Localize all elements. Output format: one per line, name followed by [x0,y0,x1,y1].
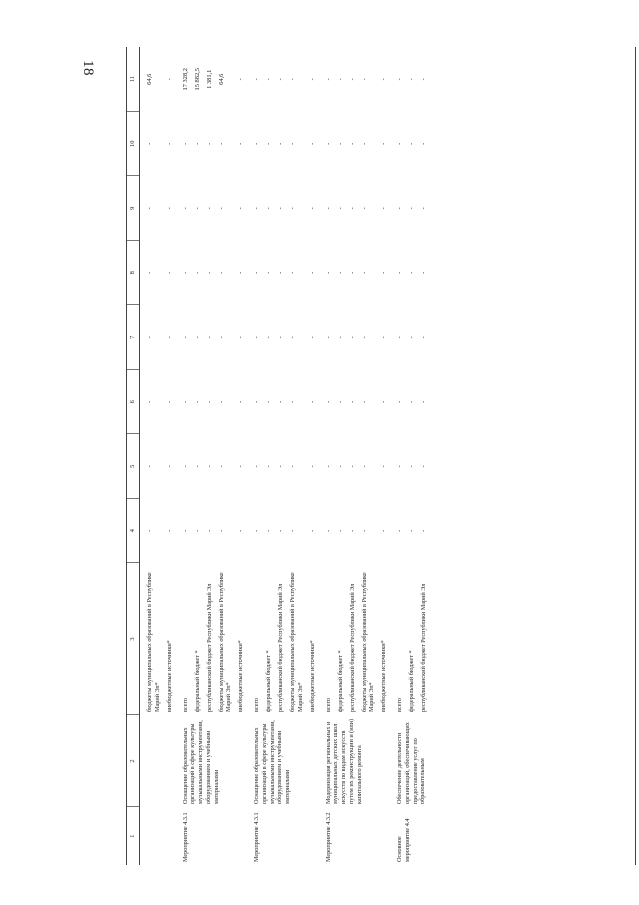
value-cell-col4: - [336,529,344,532]
value-cell-col8: - [308,271,316,274]
value-cell-col10: - [217,142,225,145]
funding-source: федеральный бюджет * [336,650,344,712]
value-cell-col11: - [253,78,261,81]
event-code [140,807,176,865]
value-cell-col9: - [420,207,428,210]
value-cell-col7: - [308,336,316,339]
funding-source: внебюджетные источники* [308,640,316,712]
event-name [140,715,176,807]
value-cell-col8: - [408,271,416,274]
table-row [176,47,192,865]
value-cell-col4: - [237,529,245,532]
value-cell-col9: - [289,207,297,210]
value-cell-col5: - [308,465,316,468]
value-cell-col6: - [181,400,189,403]
value-cell-col8: - [181,271,189,274]
value-cell-col7: - [380,336,388,339]
value-cell-col11: 64,6 [146,73,154,85]
value-cell-col6: - [146,400,154,403]
value-cell-col8: - [146,271,154,274]
value-cell-col4: - [165,529,173,532]
value-cell-col7: - [217,336,225,339]
funding-source: республиканский бюджет Республики Марий Эл [205,583,213,712]
value-cell-col5: - [146,465,154,468]
value-cell-col4: - [348,529,356,532]
value-cell-col5: - [420,465,428,468]
value-cell-col5: - [348,465,356,468]
funding-source: бюджеты муниципальных образований в Республике Марий Эл* [217,572,233,712]
value-cell-col11: - [289,78,297,81]
bottom-rule [635,47,636,865]
value-cell-col8: - [217,271,225,274]
value-cell-col7: - [193,336,201,339]
value-cell-col11: 1 381,1 [205,69,213,89]
value-cell-col9: - [324,207,332,210]
value-cell-col11: - [336,78,344,81]
value-cell-col9: - [253,207,261,210]
value-cell-col6: - [237,400,245,403]
value-cell-col6: - [360,400,368,403]
value-cell-col6: - [265,400,273,403]
event-code: Мероприятие 4.3.1 [181,812,189,862]
value-cell-col10: - [165,142,173,145]
value-cell-col11: - [308,78,316,81]
funding-source: всего [253,698,261,712]
value-cell-col5: - [205,465,213,468]
value-cell-col8: - [360,271,368,274]
value-cell-col9: - [205,207,213,210]
value-cell-col6: - [308,400,316,403]
funding-source: республиканский бюджет Республики Марий Эл [277,583,285,712]
value-cell-col4: - [324,529,332,532]
value-cell-col7: - [408,336,416,339]
value-cell-col10: - [277,142,285,145]
column-header-4: 4 [127,499,140,564]
value-cell-col5: - [277,465,285,468]
value-cell-col10: - [181,142,189,145]
value-cell-col10: - [360,142,368,145]
event-code: Мероприятие 4.3.2 [324,812,332,862]
value-cell-col4: - [193,529,201,532]
value-cell-col8: - [205,271,213,274]
value-cell-col10: - [237,142,245,145]
value-cell-col11: - [265,78,273,81]
budget-table [126,47,430,865]
value-cell-col5: - [289,465,297,468]
column-header-8: 8 [127,241,140,306]
value-cell-col7: - [205,336,213,339]
value-cell-col7: - [277,336,285,339]
funding-source: внебюджетные источники* [165,640,173,712]
value-cell-col10: - [408,142,416,145]
table-row [390,47,406,865]
value-cell-col6: - [217,400,225,403]
value-cell-col11: 17 328,2 [181,68,189,91]
column-header-5: 5 [127,434,140,499]
value-cell-col10: - [396,142,404,145]
value-cell-col4: - [146,529,154,532]
value-cell-col9: - [396,207,404,210]
value-cell-col6: - [380,400,388,403]
event-code: Мероприятие 4.3.1 [253,812,261,862]
value-cell-col11: 15 882,5 [193,68,201,91]
value-cell-col6: - [289,400,297,403]
value-cell-col8: - [265,271,273,274]
value-cell-col6: - [277,400,285,403]
value-cell-col4: - [181,529,189,532]
value-cell-col10: - [205,142,213,145]
value-cell-col7: - [165,336,173,339]
column-header-2: 2 [127,715,140,807]
value-cell-col10: - [193,142,201,145]
value-cell-col11: - [380,78,388,81]
value-cell-col6: - [324,400,332,403]
value-cell-col5: - [324,465,332,468]
value-cell-col10: - [348,142,356,145]
value-cell-col5: - [380,465,388,468]
value-cell-col8: - [289,271,297,274]
value-cell-col8: - [396,271,404,274]
value-cell-col9: - [146,207,154,210]
funding-source: всего [396,698,404,712]
value-cell-col11: - [360,78,368,81]
value-cell-col11: 64,6 [217,73,225,85]
funding-source: бюджеты муниципальных образований в Республике Марий Эл* [360,572,376,712]
value-cell-col10: - [253,142,261,145]
value-cell-col6: - [408,400,416,403]
value-cell-col11: - [165,78,173,81]
value-cell-col4: - [360,529,368,532]
column-header-9: 9 [127,176,140,241]
value-cell-col5: - [408,465,416,468]
value-cell-col11: - [324,78,332,81]
value-cell-col5: - [265,465,273,468]
value-cell-col9: - [217,207,225,210]
value-cell-col4: - [289,529,297,532]
value-cell-col10: - [146,142,154,145]
funding-source: всего [181,698,189,712]
funding-source: внебюджетные источники* [380,640,388,712]
value-cell-col4: - [308,529,316,532]
value-cell-col5: - [217,465,225,468]
value-cell-col7: - [348,336,356,339]
value-cell-col7: - [396,336,404,339]
table-row [140,47,164,865]
value-cell-col7: - [360,336,368,339]
value-cell-col7: - [265,336,273,339]
funding-source: республиканский бюджет Республики Марий Эл [348,583,356,712]
column-header-7: 7 [127,305,140,370]
event-name: Модернизация региональных и муниципальных детских школ искусств по видам искусств путем их реконструкции и (или) капитального ремонта [324,718,363,804]
value-cell-col6: - [193,400,201,403]
event-name: Оснащение образовательных организаций в сфере культуры музыкальными инструментами, оборудованием и учебными материалами [181,720,220,804]
funding-source: всего [324,698,332,712]
value-cell-col5: - [237,465,245,468]
value-cell-col10: - [265,142,273,145]
value-cell-col8: - [336,271,344,274]
value-cell-col10: - [336,142,344,145]
column-header-11: 11 [127,47,140,112]
value-cell-col6: - [165,400,173,403]
funding-source: федеральный бюджет * [265,650,273,712]
value-cell-col4: - [420,529,428,532]
value-cell-col5: - [336,465,344,468]
value-cell-col6: - [205,400,213,403]
value-cell-col9: - [308,207,316,210]
value-cell-col8: - [253,271,261,274]
table-row [319,47,335,865]
value-cell-col4: - [408,529,416,532]
value-cell-col4: - [265,529,273,532]
value-cell-col7: - [253,336,261,339]
column-header-3: 3 [127,563,140,715]
value-cell-col8: - [348,271,356,274]
value-cell-col6: - [420,400,428,403]
funding-source: республиканский бюджет Республики Марий Эл [420,583,428,712]
value-cell-col7: - [237,336,245,339]
value-cell-col11: - [408,78,416,81]
value-cell-col8: - [277,271,285,274]
value-cell-col7: - [181,336,189,339]
value-cell-col4: - [217,529,225,532]
value-cell-col7: - [146,336,154,339]
value-cell-col6: - [348,400,356,403]
value-cell-col7: - [420,336,428,339]
event-name: Оснащение образовательных организаций в сфере культуры музыкальными инструментами, оборудованием и учебными материалами [253,720,292,804]
value-cell-col7: - [324,336,332,339]
value-cell-col4: - [396,529,404,532]
value-cell-col9: - [165,207,173,210]
value-cell-col4: - [205,529,213,532]
value-cell-col11: - [237,78,245,81]
value-cell-col5: - [360,465,368,468]
value-cell-col11: - [277,78,285,81]
value-cell-col6: - [336,400,344,403]
value-cell-col5: - [165,465,173,468]
value-cell-col10: - [324,142,332,145]
value-cell-col6: - [253,400,261,403]
event-name: Обеспечение деятельности организаций, обеспечивающих предоставление услуг по образовательным [396,722,427,804]
value-cell-col4: - [253,529,261,532]
funding-source: федеральный бюджет * [408,650,416,712]
funding-source: бюджеты муниципальных образований в Республике Марий Эл* [146,572,161,712]
column-header-10: 10 [127,112,140,177]
value-cell-col5: - [193,465,201,468]
value-cell-col4: - [277,529,285,532]
value-cell-col9: - [408,207,416,210]
value-cell-col7: - [336,336,344,339]
value-cell-col8: - [193,271,201,274]
value-cell-col11: - [348,78,356,81]
value-cell-col7: - [289,336,297,339]
value-cell-col10: - [380,142,388,145]
table-body [140,47,431,865]
value-cell-col9: - [181,207,189,210]
value-cell-col5: - [396,465,404,468]
value-cell-col11: - [420,78,428,81]
value-cell-col9: - [237,207,245,210]
value-cell-col10: - [420,142,428,145]
event-code: Основное мероприятие 4.4 [396,818,411,862]
value-cell-col9: - [193,207,201,210]
value-cell-col5: - [181,465,189,468]
table-header-row [127,47,140,865]
value-cell-col9: - [277,207,285,210]
value-cell-col9: - [336,207,344,210]
value-cell-col6: - [396,400,404,403]
value-cell-col8: - [324,271,332,274]
value-cell-col8: - [165,271,173,274]
value-cell-col8: - [380,271,388,274]
value-cell-col9: - [380,207,388,210]
value-cell-col8: - [420,271,428,274]
value-cell-col8: - [237,271,245,274]
value-cell-col10: - [289,142,297,145]
table-row [247,47,263,865]
funding-source: бюджеты муниципальных образований в Республике Марий Эл* [289,572,304,712]
value-cell-col11: - [396,78,404,81]
value-cell-col5: - [253,465,261,468]
funding-source: внебюджетные источники* [237,640,245,712]
column-header-1: 1 [127,807,140,865]
value-cell-col4: - [380,529,388,532]
page-number: 18 [80,60,96,76]
column-header-6: 6 [127,370,140,435]
funding-source: федеральный бюджет * [193,650,201,712]
value-cell-col9: - [265,207,273,210]
value-cell-col10: - [308,142,316,145]
value-cell-col9: - [348,207,356,210]
value-cell-col9: - [360,207,368,210]
